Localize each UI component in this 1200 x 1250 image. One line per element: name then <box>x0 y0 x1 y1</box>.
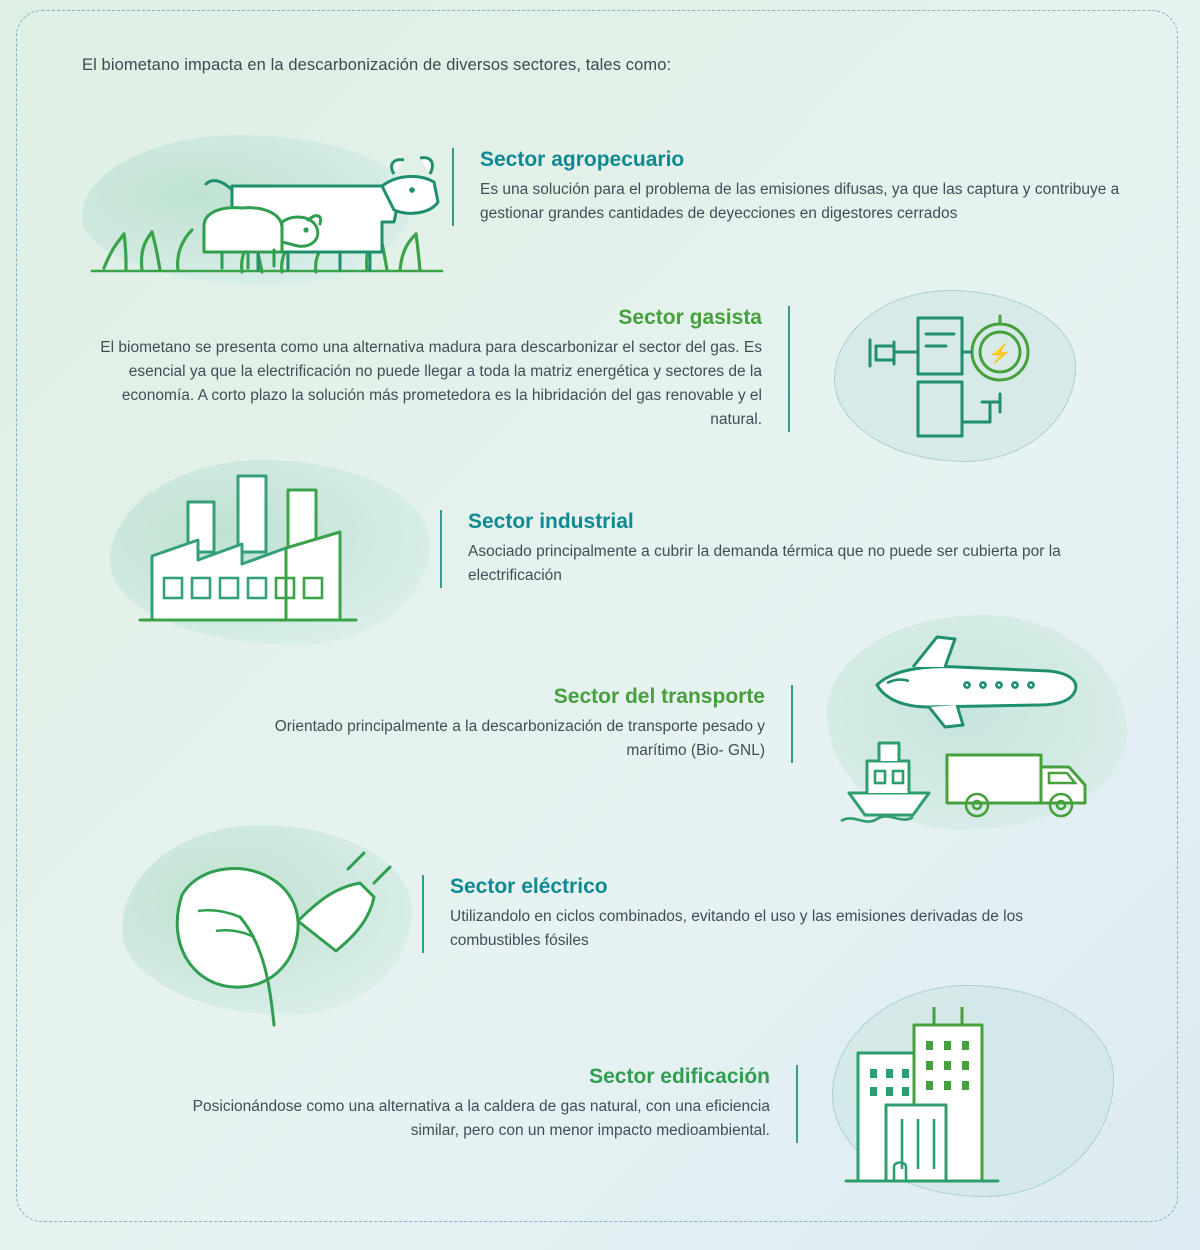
edificacion-art <box>822 985 1112 1200</box>
electrico-text <box>422 875 1070 953</box>
sector-title: Sector edificación <box>589 1065 770 1088</box>
industrial-art <box>110 460 440 645</box>
factory-icon <box>110 460 440 650</box>
sector-description: Orientado principalmente a la descarbonización de transporte pesado y marítimo (Bio- GNL) <box>274 718 765 760</box>
gas-meter-icon <box>814 290 1094 470</box>
sector-title: Sector industrial <box>468 510 634 533</box>
sector-title: Sector gasista <box>618 306 762 329</box>
transporte-art <box>817 615 1137 835</box>
sector-title: Sector eléctrico <box>450 875 608 898</box>
electrico-art <box>122 825 422 1040</box>
plane-ship-truck-icon <box>817 615 1137 840</box>
agropecuario-text <box>452 148 1120 226</box>
sector-description: El biometano se presenta como una alternativa madura para descarbonizar el sector del gas. Es esencial ya que la electrificación no puede llegar a toda la matriz energética y sectores de la economía. A corto plazo la solución más prometedora es la hibridación del gas renovable y el natural. <box>100 339 762 429</box>
sector-block-agropecuario <box>82 130 1120 290</box>
sector-title: Sector agropecuario <box>480 148 685 171</box>
sector-description: Posicionándose como una alternativa a la caldera de gas natural, con una eficiencia similar, pero con un menor impacto medioambiental. <box>192 1098 770 1140</box>
sector-block-gasista <box>82 290 1094 465</box>
intro-text: El biometano impacta en la descarbonización de diversos sectores, tales como: <box>82 56 672 74</box>
transporte-text <box>215 685 793 763</box>
leaf-plug-icon <box>122 825 422 1045</box>
gasista-text <box>82 306 790 432</box>
industrial-text <box>440 510 1068 588</box>
agropecuario-art <box>82 130 452 290</box>
sector-description: Es una solución para el problema de las emisiones difusas, ya que las captura y contribuye a gestionar grandes cantidades de deyecciones en digestores cerrados <box>480 181 1120 223</box>
sector-description: Asociado principalmente a cubrir la demanda térmica que no puede ser cubierta por la electrificación <box>468 543 1061 585</box>
gasista-art <box>814 290 1094 465</box>
sector-title: Sector del transporte <box>553 685 765 708</box>
sector-description: Utilizandolo en ciclos combinados, evitando el uso y las emisiones derivadas de los combustibles fósiles <box>450 908 1023 950</box>
edificacion-text <box>150 1065 798 1143</box>
cow-and-sheep-icon <box>82 130 452 295</box>
buildings-icon <box>822 985 1112 1205</box>
svg-text:⚡: ⚡ <box>988 344 1012 365</box>
